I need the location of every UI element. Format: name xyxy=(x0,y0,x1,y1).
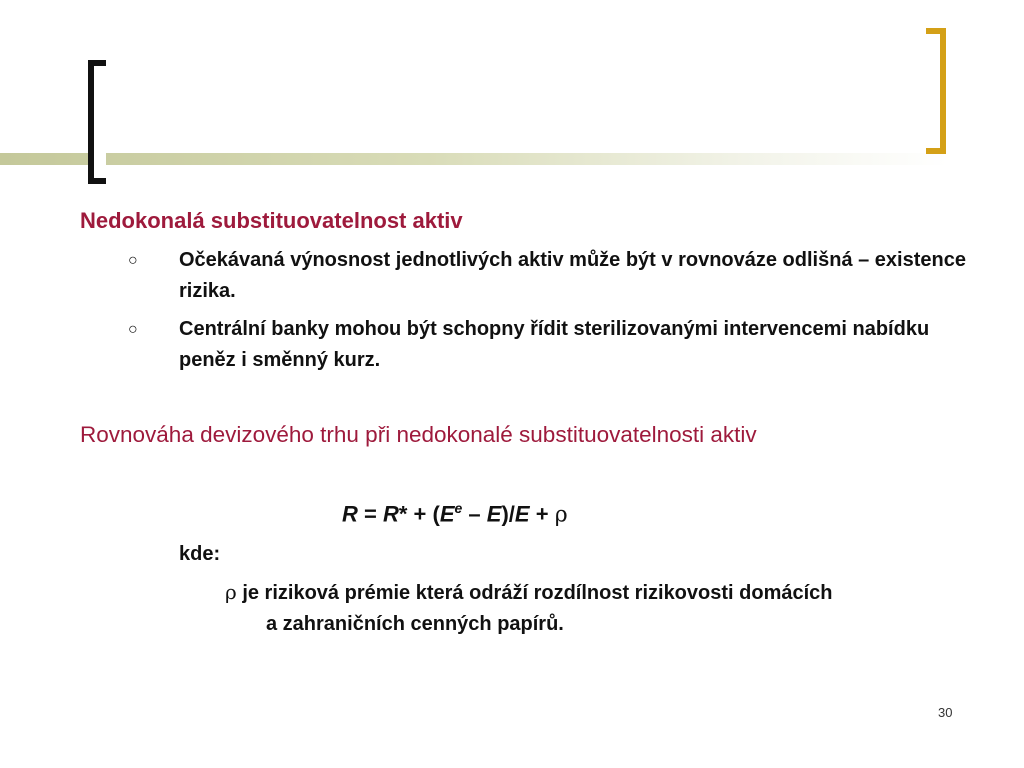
rho-note-line2: a zahraničních cenných papírů. xyxy=(266,613,564,635)
risk-premium-definition xyxy=(225,577,1015,640)
bullet-item-central-banks xyxy=(128,314,988,376)
bullet-text: Očekávaná výnosnost jednotlivých aktiv může být v rovnováze odlišná – existence rizika. xyxy=(179,249,966,302)
equilibrium-formula: $R = R* + (E^e - E)/E + \rho$ xyxy=(342,500,568,528)
heading-fx-equilibrium: Rovnováha devizového trhu při nedokonalé substituovatelnosti aktiv xyxy=(80,422,757,447)
circle-bullet-icon: ○ xyxy=(128,321,138,338)
decorative-band xyxy=(0,153,948,165)
page-number: 30 xyxy=(938,705,953,720)
bullet-item-expected-returns xyxy=(128,245,988,307)
heading-imperfect-substitutability: Nedokonalá substituovatelnost aktiv xyxy=(80,208,463,233)
rho-symbol: ρ xyxy=(225,580,237,604)
bullet-text: Centrální banky mohou být schopny řídit sterilizovanými intervencemi nabídku peněz i směnný kurz. xyxy=(179,318,930,371)
left-bracket-decoration xyxy=(88,60,106,184)
rho-note-line1: je riziková prémie která odráží rozdílnost rizikovosti domácích xyxy=(236,582,833,604)
where-label: kde: xyxy=(179,543,221,565)
right-bracket-decoration xyxy=(926,28,946,154)
circle-bullet-icon: ○ xyxy=(128,252,138,269)
